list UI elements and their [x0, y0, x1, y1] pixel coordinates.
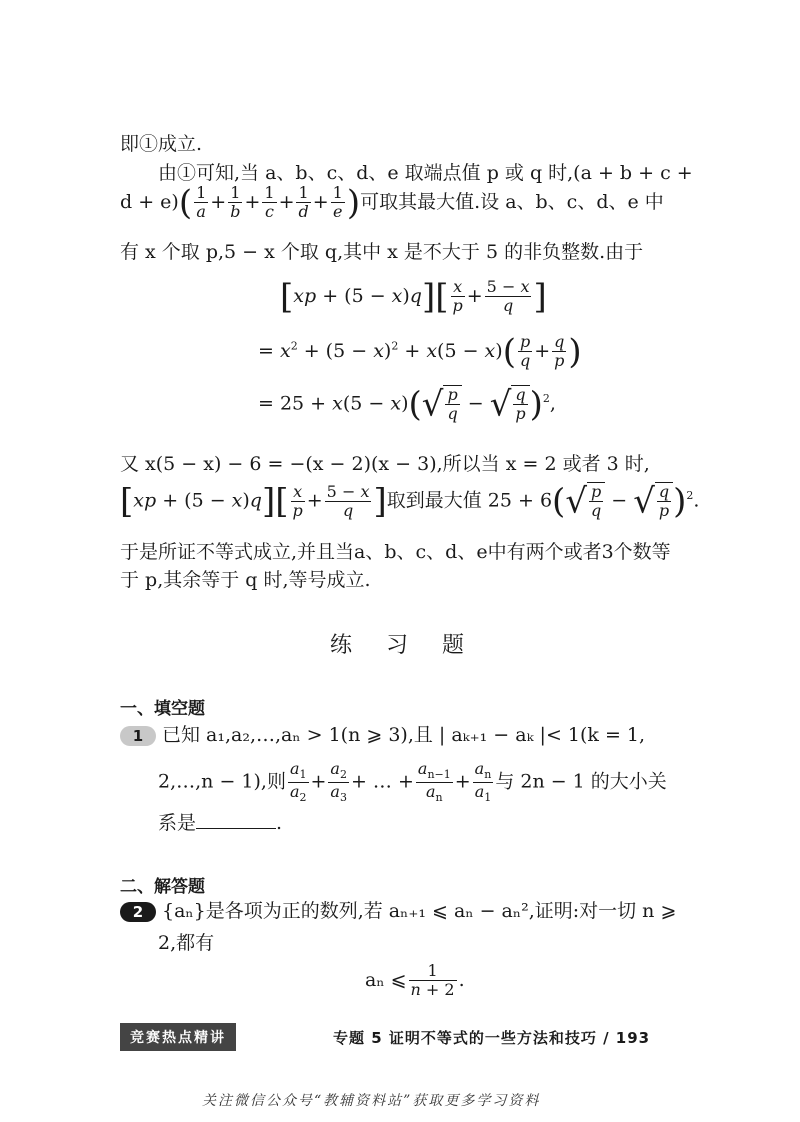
- text-line: 于是所证不等式成立,并且当a、b、c、d、e中有两个或者3个数等: [120, 541, 671, 563]
- text-fragment: d + e): [120, 190, 179, 213]
- fraction: $\frac{1}{b}$: [230, 183, 241, 222]
- text-line: 有 x 个取 p,5 − x 个取 q,其中 x 是不大于 5 的非负整数.由于: [120, 241, 644, 263]
- text-fragment: {aₙ}是各项为正的数列,若 aₙ₊₁ ⩽ aₙ − aₙ²,证明:对一切 n ⩾: [162, 900, 677, 922]
- paren: (: [178, 182, 193, 223]
- question-number-badge: 2: [120, 902, 156, 922]
- bottom-note: 关注微信公众号“教辅资料站”获取更多学习资料: [202, 1093, 541, 1109]
- question-number-badge: 1: [120, 726, 156, 746]
- text-fragment: 2,…,n − 1),则: [158, 770, 286, 793]
- equation-line: [xp + (5 − x)q][ $\frac{x}{p}$ + $\frac{5 - x}{q}$ ]: [280, 276, 547, 317]
- question-line: [120, 902, 676, 922]
- paren: ): [346, 182, 361, 223]
- part-heading: 二、解答题: [120, 877, 205, 897]
- equation-line: = 25 + x(5 − x)(√ $\frac{p}{q}$ − √ $\frac{q}{p}$ )$^2$,: [258, 384, 556, 425]
- text-fragment: 已知 a₁,a₂,…,aₙ > 1(n ⩾ 3),且 | aₖ₊₁ − aₖ |< 1(k = 1,: [162, 724, 646, 746]
- section-title: 练习题: [330, 633, 499, 658]
- text-line: 由①可知,当 a、b、c、d、e 取端点值 p 或 q 时,(a + b + c +: [158, 162, 693, 184]
- equation-line: = $x^2 + (5 - x)^2 + x(5 - x)$( $\frac{p}{q}$ + $\frac{q}{p}$ ): [258, 331, 582, 372]
- equation-line: aₙ ⩽ $\frac{1}{n + 2}$ .: [365, 961, 465, 1000]
- question-line: [120, 726, 645, 746]
- part-heading: 一、填空题: [120, 699, 205, 719]
- text-line: 于 p,其余等于 q 时,等号成立.: [120, 569, 371, 591]
- fraction: $\frac{1}{d}$: [298, 183, 309, 222]
- question-line: 系是 .: [158, 812, 283, 834]
- text-fragment: 取到最大值 25 + 6: [386, 489, 553, 512]
- answer-blank: [196, 812, 276, 829]
- question-line: 2,都有: [158, 932, 215, 954]
- fraction: $\frac{1}{e}$: [332, 183, 343, 222]
- fraction: $\frac{1}{c}$: [264, 183, 275, 222]
- text-line-with-sum: d + e)( $\frac{1}{a}$ + $\frac{1}{b}$ + $\frac{1}{c}$ + $\frac{1}{d}$ + $\frac{1}{e}$ )可取其最大值.设 a、b、c、d、e 中: [120, 182, 664, 223]
- fraction: $\frac{1}{a}$: [196, 183, 207, 222]
- text-fragment: 可取其最大值.设 a、b、c、d、e 中: [360, 190, 664, 213]
- text-fragment: 系是: [158, 812, 197, 834]
- question-line: 2,…,n − 1),则 $\frac{a_1}{a_2}$ + $\frac{a_2}{a_3}$ + … + $\frac{a_{n-1}}{a_n}$ + $\frac{a_n}{a_1}$ 与 2n − 1 的大小关: [158, 759, 667, 805]
- text-line-with-max: [xp + (5 − x)q][ $\frac{x}{p}$ + $\frac{5 - x}{q}$ ]取到最大值 25 + 6(√ $\frac{p}{q}$ − √ $\frac{q}{p}$ )$^2$.: [120, 481, 700, 522]
- footer-chapter: 专题 5 证明不等式的一些方法和技巧 / 193: [333, 1029, 651, 1047]
- footer-tag: 竞赛热点精讲: [120, 1023, 236, 1051]
- text-line: 又 x(5 − x) − 6 = −(x − 2)(x − 3),所以当 x = 2 或者 3 时,: [120, 453, 650, 475]
- text-line: 即①成立.: [120, 133, 203, 155]
- text-fragment: aₙ ⩽: [365, 968, 407, 991]
- text-fragment: 与 2n − 1 的大小关: [495, 770, 667, 793]
